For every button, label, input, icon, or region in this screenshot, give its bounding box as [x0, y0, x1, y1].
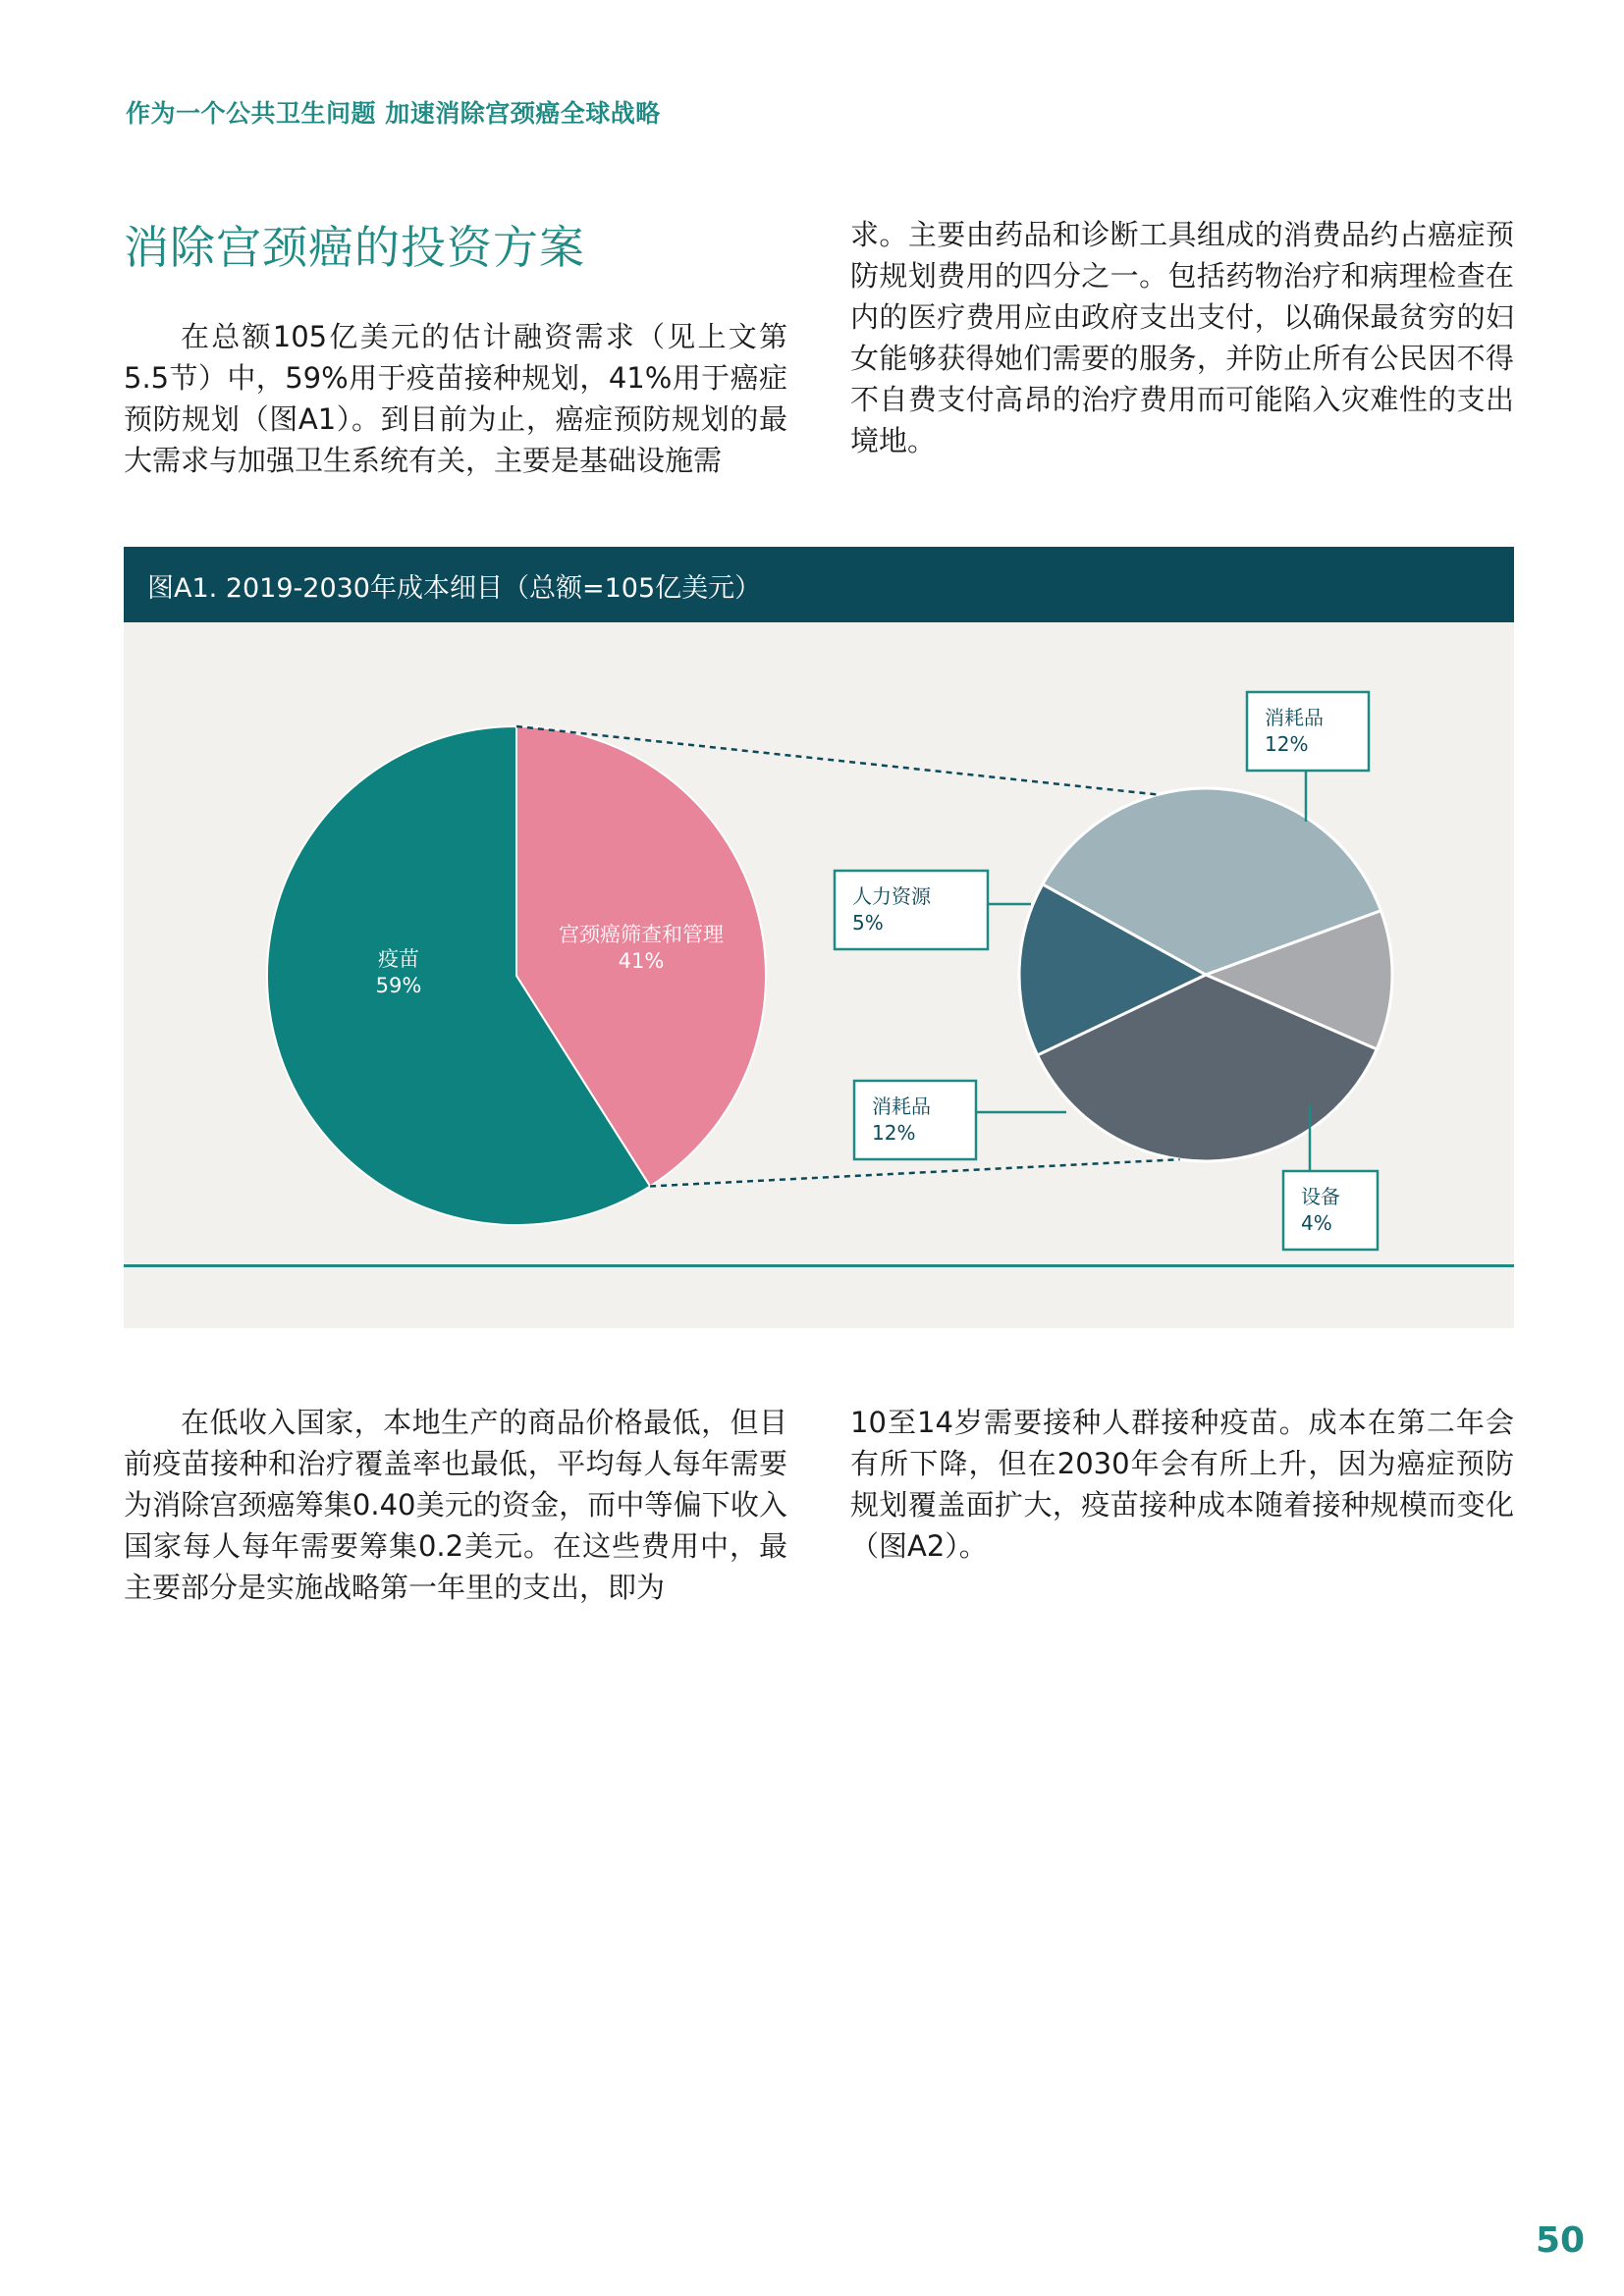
pie-label-screening-value: 41% — [618, 949, 665, 973]
figure-baseline-rule — [124, 1264, 1514, 1267]
callout-consumables-top-name: 消耗品 — [1265, 706, 1324, 729]
page-number: 50 — [1536, 2220, 1586, 2261]
pie-label-vaccine-name: 疫苗 — [378, 947, 419, 971]
callout-human-resources-value: 5% — [852, 911, 884, 934]
connector-bottom — [650, 1159, 1179, 1186]
section-title: 消除宫颈癌的投资方案 — [124, 221, 585, 274]
callout-equipment-value: 4% — [1301, 1211, 1332, 1235]
running-header: 作为一个公共卫生问题 加速消除宫颈癌全球战略 — [126, 99, 661, 128]
callout-consumables-top-box — [1247, 692, 1369, 771]
callout-equipment-box — [1283, 1171, 1378, 1250]
figure-a1 — [124, 547, 1514, 1328]
callout-human-resources-box — [835, 871, 988, 949]
body-paragraph-1: 在总额105亿美元的估计融资需求（见上文第5.5节）中，59%用于疫苗接种规划，41%用于癌症预防规划（图A1）。到目前为止，癌症预防规划的最大需求与加强卫生系统有关，主要是基础设施需 — [124, 320, 787, 477]
cost-breakdown-chart — [124, 547, 1514, 1328]
pie-label-screening-name: 宫颈癌筛查和管理 — [559, 923, 724, 946]
figure-caption: 图A1. 2019-2030年成本细目（总额=105亿美元） — [147, 573, 762, 604]
body-paragraph-2: 求。主要由药品和诊断工具组成的消费品约占癌症预防规划费用的四分之一。包括药物治疗和病理检查在内的医疗费用应由政府支出支付，以确保最贫穷的妇女能够获得她们需要的服务，并防止所有公民因不得不自费支付高昂的治疗费用而可能陷入灾难性的支出境地。 — [850, 218, 1514, 457]
callout-consumables-bottom-value: 12% — [872, 1121, 916, 1145]
body-paragraph-4: 10至14岁需要接种人群接种疫苗。成本在第二年会有所下降，但在2030年会有所上升，因为癌症预防规划覆盖面扩大，疫苗接种成本随着接种规模而变化（图A2）。 — [850, 1406, 1514, 1563]
body-paragraph-3: 在低收入国家，本地生产的商品价格最低，但目前疫苗接种和治疗覆盖率也最低，平均每人每年需要为消除宫颈癌筹集0.40美元的资金，而中等偏下收入国家每人每年需要筹集0.2美元。在这些费用中，最主要部分是实施战略第一年里的支出，即为 — [124, 1406, 787, 1604]
callout-human-resources-name: 人力资源 — [852, 884, 931, 908]
pie-label-vaccine-value: 59% — [375, 974, 422, 997]
callout-consumables-bottom-name: 消耗品 — [872, 1095, 931, 1118]
callout-consumables-bottom-box — [854, 1081, 976, 1159]
callout-consumables-top-value: 12% — [1265, 732, 1309, 756]
callout-equipment-name: 设备 — [1301, 1185, 1340, 1208]
